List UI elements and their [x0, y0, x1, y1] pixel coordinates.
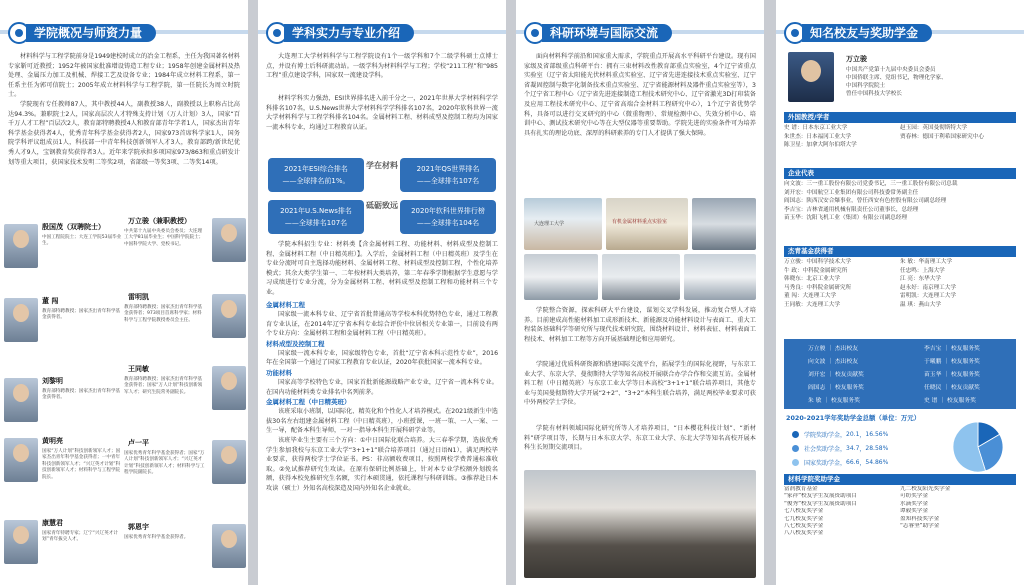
major-desc: 国家级一流本科专业，国家级特色专业，首批“辽宁省本科示范性专业”，2016年在全国第一个通过了国家工程教育专业认证，2020年获批国家一流本科专业。 — [266, 349, 498, 367]
portrait — [212, 366, 246, 410]
person-card — [4, 218, 126, 274]
building-photo — [524, 198, 602, 250]
portrait — [212, 218, 246, 262]
person-card — [124, 434, 246, 490]
major-desc: 国家高等学校特色专业，国家首批新能源战略产业专业，辽宁省一流本科专业。在国内功能材料类专业排名中名列前茅。 — [266, 378, 498, 396]
photo-caption: 大连理工大学 — [534, 221, 565, 227]
lab-photo — [692, 198, 756, 250]
person-card — [4, 514, 126, 570]
calligraphy-motto: 学在材料 — [366, 160, 398, 170]
major-heading: 功能材料 — [266, 368, 292, 377]
major-heading: 材料成型及控制工程 — [266, 339, 325, 348]
person-desc: 国家“万人计划”科技创新领军人才；国家杰出青年科学基金获得者；一中青年科技创新领军人才；“兴辽英才计划”科技创新领军人才；材料科学与工程学院院长。 — [42, 449, 121, 480]
portrait — [4, 378, 38, 422]
ranking-box — [268, 200, 364, 234]
ranking-label: 2021年U.S.News排名 — [280, 207, 352, 215]
person-desc: 教育部特聘教授；国家杰出青年科学基金获得者。 — [42, 389, 121, 401]
section-header — [524, 22, 672, 44]
major-desc: 该班采取小班制，以国际化、精英化和个性化人才培养模式。在2021级新生中选拔30名左右组建金属材料工程（中日精英班），小班授课，一班一策、一人一案、一生一导，配备本科生导师，一对一指导本科生开展科研学业等。 — [266, 408, 498, 435]
panel-overview — [0, 0, 248, 585]
exchange-paragraph: 学院通过优质科研资源和搭建国际交流平台，拓展学生的国际化视野，与东京工业大学、东京大学、曼彻斯特大学等知名高校开展联合办学合作和交流互访。金属材料工程（中日精英班）与东京工业大学等日本高校“3+1+1”联合培养项目，其他专业与美国曼彻斯特大学开展“2+2”、“3+2”本科生联合培养，满足两校毕业要求可获中外两校学士学位。 — [524, 361, 756, 407]
scholar-heading: 杰青基金获得者 — [784, 246, 1016, 257]
person-card — [4, 292, 126, 348]
person-name: 黄明亮 — [42, 437, 63, 445]
portrait — [212, 294, 246, 338]
panel-research — [516, 0, 764, 585]
ranking-value: ——全球排名前1%。 — [282, 177, 350, 185]
major-heading: 金属材料工程（中日精英班） — [266, 398, 351, 407]
lab-equipment-photo — [684, 254, 756, 300]
ranking-value: ——全球排名104名 — [416, 219, 480, 227]
person-name: 郭恩宇 — [128, 523, 149, 531]
person-card — [4, 372, 126, 428]
person-desc: 国家优秀青年科学基金获得者；国家“万人计划”科技创新领军人才；“兴辽英才计划”科技创新领军人才；材料科学与工程学院副院长。 — [124, 451, 205, 476]
ranking-paragraph: 材料学科实力强劲，ESI世界排名进入前千分之一，2021年世界大学材料科学学科排名107名，U.S.News世界大学材料科学学科排名107名，2020年软科世界一流大学材料科学与工程学科排名104名。金属材料工程、材料成型及控制工程均为国家一流本科专业，均通过工程教育认证。 — [266, 95, 498, 131]
person-name: 卢一平 — [128, 439, 149, 447]
lab-equipment-photo — [524, 254, 598, 300]
group-photo — [524, 470, 756, 578]
person-desc: 中共第十九届中央委员会委员；大连理工大学81届毕业生；中国科学院院士；中国科学院大学、党校书记。 — [124, 229, 204, 247]
legend-item: 学院奖助学金 ， 20.1 ， 16.56% — [792, 430, 888, 439]
person-card — [4, 432, 126, 488]
section-header — [784, 22, 932, 44]
portrait — [4, 438, 38, 482]
person-name: 万立骏（兼职教授） — [128, 217, 191, 225]
person-desc: 教育部特聘教授；国家杰出青年科学基金获得者。 — [42, 309, 121, 321]
portrait — [4, 520, 38, 564]
research-paragraph: 面向材料科学前沿和国家重大需求，学院重点开展高水平科研平台建设。现有国家级及省部级重点科研平台：拥有三束材料改性教育部重点实验室，4个辽宁省重点实验室（辽宁省太阳能光伏材料重点实验室、辽宁省先进连接技术重点实验室、辽宁省凝固控制与数字化制备技术重点实验室、辽宁省能源材料及器件重点实验室等），3个辽宁省工程中心（辽宁省先进连接制造工程技术研究中心、辽宁省激光3D打印装备及应用工程技术研究中心、辽宁省高端合金材料工程研究中心），1个辽宁省优势学科，具备可以进行交叉研究的中心（微重物理）、常规检测中心、失效分析中心、培训中心、测试技术研究中心等在大型仪器等重要帮助。学院先进的实验条件可为培养具有扎实的理论功底、深厚的科研素养的专门人才提供了强大保障。 — [524, 53, 756, 137]
person-name: 殷国茂（双聘院士） — [42, 223, 105, 231]
legend-item: 社会奖助学金 ， 34.7 ， 28.58% — [792, 444, 888, 453]
ranking-value: ——全球排名107名 — [284, 219, 348, 227]
photo-caption: 有机金属材料重点实验室 — [612, 219, 668, 225]
faculty-paragraph: 学院现有专任教师87人，其中教授44人，副教授38人，副教授以上职称占比高达94.3%。兼职院士2人，国家高层次人才特殊支持计划（万人计划）3人，国家“百千万人才工程”百层次2人，教育部特聘教授4人和教育部青年学者1人，国家杰出青年科学基金获得者4人，优秀青年科学基金获得者2人，国家973首席科学家1人，国务院学科评议组成员1人，科技部一中青年科技创新领军人才3人，教育部跨/新世纪优秀人才9人，宝钢教育奖获得者3人。近年来学院承担多项国家973/863和重点研发计划等重大项目，获国家技术发明二等奖2项，省部级一等奖3项、二等奖14项。 — [8, 101, 240, 166]
major-paragraph: 学院本科招生专业：材料类【含金属材料工程、功能材料、材料成型及控制工程、金属材料工程（中日精英班）】。入学后，金属材料工程（中日精英班）及学生在专业分流时可自主选择功能材料、金属材料工程、材料成型及控制工程，个性化培养模式；其余大类学生第一、二年按材料大类培养，第二年春季学期根据学生意愿与学习成绩进行专业分流，分为金属材料工程、材料成型及控制工程和功能材料三个专业。 — [266, 241, 498, 296]
person-card — [124, 518, 246, 574]
ranking-box — [268, 158, 364, 192]
ranking-value: ——全球排名107名 — [416, 177, 480, 185]
section-title: 知名校友与奖助学金 — [802, 24, 932, 42]
person-name: 王同敏 — [128, 365, 149, 373]
program-paragraph: 学院有材料领域国际化研究所等人才培养项目，“日本樱花科技计划”、“新材料”研学项目等，长期与日本东京大学、东京工业大学、东北大学等知名高校开展本科生长短期交流项目。 — [524, 425, 756, 452]
intro-paragraph: 材料科学与工程学院前身是1949建校时成立的冶金工程系，主任为我国著名材料专家靳可近教授；1952年被国家批准增设铸造工程专业；1958年创建金属材料及热处理、金属压力加工及机械、焊接工艺及设备专业；1984年成立材料工程系，第一任系主任为郭可信院士；2005年成立材料科学与工程学院，第一任院长为周立时院士。 — [8, 53, 240, 99]
panel-alumni — [776, 0, 1024, 585]
lab-sign-photo — [606, 198, 688, 250]
ranking-box — [400, 200, 496, 234]
person-desc: 教育部特聘教授；国家杰出青年科学基金获得者；国家“万人计划”科技创新领军人才；研究生院常务副院长。 — [124, 377, 203, 395]
section-header — [266, 22, 414, 44]
person-name: 董 闯 — [42, 297, 59, 305]
person-name: 雷明凯 — [128, 293, 149, 301]
alumni-awards-box: 万立骏 ｜ 杰出校友 李吉宝 ｜ 校友服务奖 向文波 ｜ 杰出校友 于曦鹏 ｜ 校友服务奖 刘开宏 ｜ 校友贡献奖 苗玉华 ｜ 校友服务奖 阎国志 ｜ 校友服务奖 任晓民 ｜ 校友贡献奖 朱 敏 ｜ 校友服务奖 史 谱 ｜ 校友服务奖 — [784, 339, 1016, 409]
person-name: 康慧君 — [42, 519, 63, 527]
ranking-label: 2020年软科世界排行榜 — [411, 207, 485, 215]
person-card — [124, 288, 246, 344]
person-desc: 中国工程院院士；大连工学院53届毕业生。 — [42, 235, 122, 247]
elite-class-paragraph: 该班毕业生主要有三个方向：①中日国际化联合培养。大三春季学期，选拔优秀学生参加我校与东京工业大学“3+1+1”联合培养项目（通过日语N1），满足两校毕业要求，获得两校学士学位证书。PS：非高额收费项目，按照两校学费普通标准收取。②免试推荐研究生攻读。在原有保研比例基础上，针对本专业学校额外划拨名额，获得本校免推研究生名额，实行本硕贯通，依托课程与科研训练。③推荐赴日本攻读（硕士）外知名高校深造及国内外知名企业就业。 — [266, 436, 498, 492]
calligraphy-motto: 砥砺致远 — [366, 200, 398, 210]
panel-discipline — [258, 0, 506, 585]
ranking-box — [400, 158, 496, 192]
foreign-scholars-list: 史 谱：日本东京工业大学 赵玉园：英国曼彻斯特大学 朱世杰：日本福冈工业大学 贾春林：德国于利希国家研究中心 陈卫星：加拿大阿尔伯塔大学 — [784, 125, 984, 149]
portrait — [4, 298, 38, 342]
person-desc: 教育部特聘教授；国家杰出青年科学基金获得者；973项目首席科学家；材料科学与工程学院教授委员会主任。 — [124, 305, 203, 323]
major-heading: 金属材料工程 — [266, 301, 305, 309]
section-title: 学院概况与师资力量 — [26, 24, 156, 42]
platform-paragraph: 学院整合资源，探索科研大平台建设，谋划交叉学科发展，推动复合型人才培养。目前建成高性能材料加工成形新技术、新能源及功能材料设计与表面工、重大工程装备基础科学等研究所与现代技术研究院，围绕材料设计、材料表征、材料表面工程技术、材料加工工程等方向开展基础理论和应用研究。 — [524, 307, 756, 343]
person-desc: 国家优秀青年科学基金获得者。 — [124, 535, 189, 540]
person-card — [124, 360, 246, 416]
discipline-paragraph: 大连理工大学材料科学与工程学院设有1个一级学科和7个二级学科硕士点博士点，并设有博士后科研流动站。一级学科为材料科学与工程；学校“211工程”和“985工程”重点建设学科，国家双一流建设学科。 — [266, 53, 498, 80]
person-desc: 国家青年特聘专家；辽宁“兴辽英才计划”青年拔尖人才。 — [42, 531, 118, 543]
section-header — [8, 22, 156, 44]
ranking-label: 2021年ESI综合排名 — [284, 165, 348, 173]
company-heading: 企业代表 — [784, 168, 1016, 179]
scholar-list: 万立骏：中国科学技术大学 朱 敏：华南理工大学 牛 政：中科院金属研究所 任忠鸣：上海大学 韩晓东：北京工业大学 江 亮：东华大学 马秀良：中科院金属研究所 赵永好：南京理工大学 董 闯：大连理工大学 雷明凯：大连理工大学 王同敏：大连理工大学 温 琪：燕山大学 — [784, 259, 956, 308]
chart-title: 2020-2021学年奖助学金总额（单位：万元） — [786, 414, 921, 422]
alumnus-name: 万立骏 — [846, 55, 867, 63]
ranking-label: 2021年QS世界排名 — [416, 165, 480, 173]
scholarship-pie-chart — [946, 420, 1010, 474]
company-list: 向文波：三一重工股份有限公司党委书记，三一重工股份有限公司总裁 刘开宏：中国航空工业集团有限公司科技委常务副主任 阎国志：陕西汉安合爆事业，曾任西安有色控股有限公司副总经理 李吉宝：吉林省通用机械有限责任公司董事长，总经理 苗玉华：沈阳飞机工业（集团）有限公司副总经理 — [784, 181, 958, 222]
foreign-scholars-heading: 外国教授/学者 — [784, 112, 1016, 123]
portrait — [212, 524, 246, 568]
portrait — [212, 440, 246, 484]
alumnus-desc: 中国共产党第十九届中央委员会委员 中国侨联主席、党组书记，物理化学家、 中国科学院院士 曾任中国科技大学校长 — [846, 67, 947, 97]
alumnus-portrait — [788, 52, 834, 102]
person-card — [124, 212, 246, 268]
legend-item: 国家奖助学金 ， 66.6 ， 54.86% — [792, 458, 888, 467]
person-name: 刘黎明 — [42, 377, 63, 385]
portrait — [4, 224, 38, 268]
major-desc: 国家级一流本科专业、辽宁省首批普通高等学校本科优势特色专业，通过工程教育专业认证，在2014年辽宁省本科专业综合评价中位居相关专业第一，目前设有两个专业方向：金属材料工程和金属材料工程（中日精英班）。 — [266, 311, 498, 338]
fund-list: 富润教育基金 九二校友阳光奖学金 “家祥”校友学生发展资助项目 可纺奖学金 “俊秀”校友学生发展资助项目 水滴奖学金 七八校友奖学金 谭毅奖学金 七九校友奖学金 盈知科技奖学金 八七校友奖学金 “志睿坚”助学金 八八校友奖学金 — [784, 486, 951, 537]
section-title: 科研环境与国际交流 — [542, 24, 672, 42]
section-title: 学科实力与专业介绍 — [284, 24, 414, 42]
lab-equipment-photo — [602, 254, 680, 300]
major-list — [266, 300, 498, 494]
fund-heading: 材料学院奖助学金 — [784, 474, 1016, 485]
